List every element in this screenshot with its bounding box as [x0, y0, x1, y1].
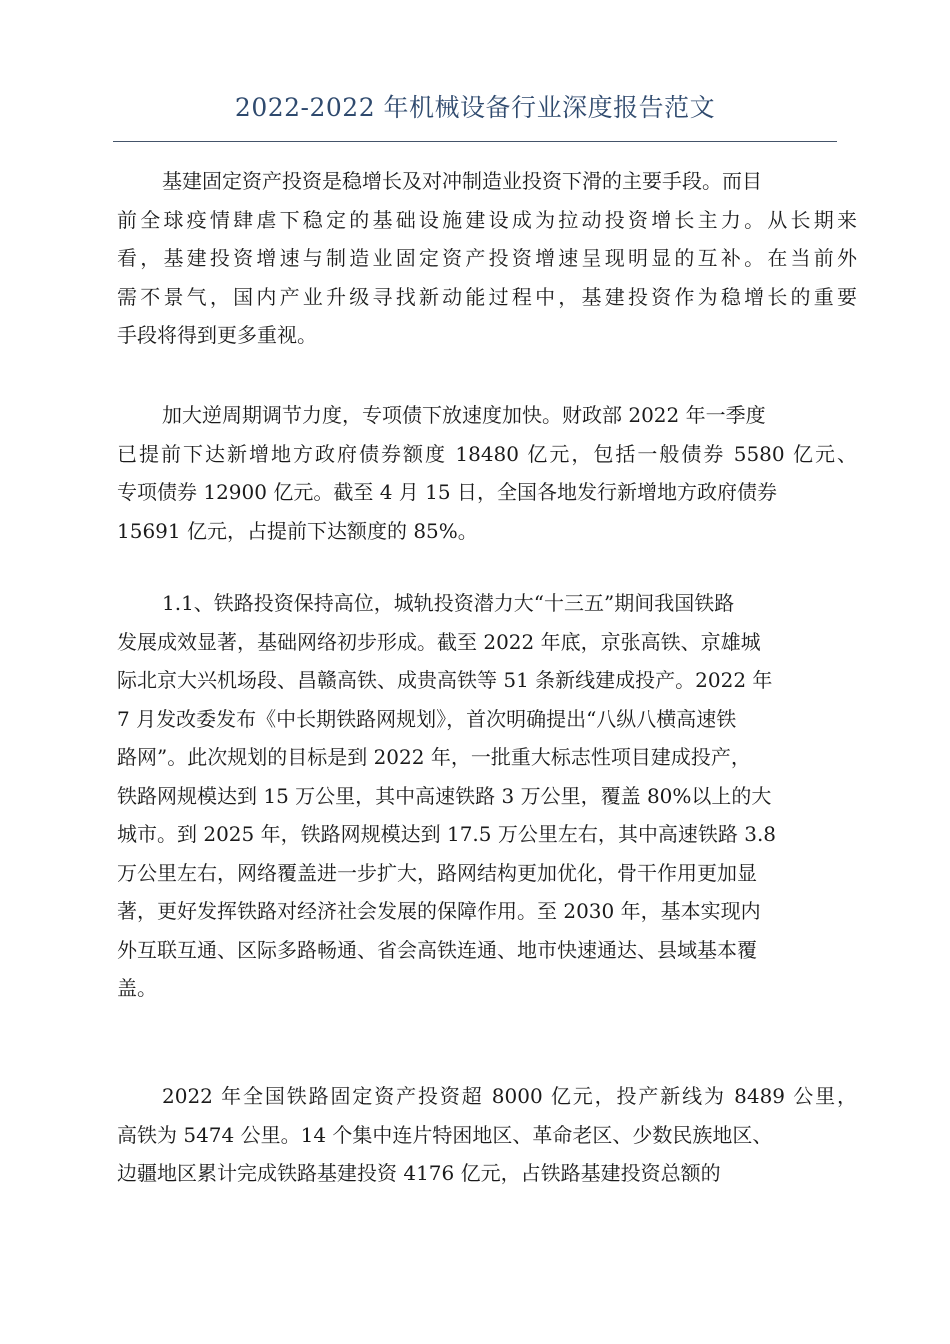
paragraph-line: 手段将得到更多重视。	[117, 323, 317, 347]
paragraph-line: 万公里左右，网络覆盖进一步扩大，路网结构更加优化，骨干作用更加显	[117, 860, 757, 885]
paragraph-line: 际北京大兴机场段、昌赣高铁、成贵高铁等 51 条新线建成投产。2022 年	[117, 668, 773, 692]
paragraph-line: 路网”。此次规划的目标是到 2022 年，一批重大标志性项目建成投产，	[117, 745, 751, 769]
paragraph-line: 7 月发改委发布《中长期铁路网规划》，首次明确提出“八纵八横高速铁	[117, 706, 737, 731]
paragraph-line: 边疆地区累计完成铁路基建投资 4176 亿元，占铁路基建投资总额的	[117, 1161, 721, 1185]
paragraph-line: 盖。	[117, 976, 157, 1000]
paragraph-line: 专项债券 12900 亿元。截至 4 月 15 日，全国各地发行新增地方政府债券	[117, 480, 777, 504]
paragraph-line: 1.1、铁路投资保持高位，城轨投资潜力大“十三五”期间我国铁路	[162, 591, 735, 615]
title-divider	[113, 141, 837, 142]
paragraph-line: 著，更好发挥铁路对经济社会发展的保障作用。至 2030 年，基本实现内	[117, 899, 761, 923]
paragraph-line: 发展成效显著，基础网络初步形成。截至 2022 年底，京张高铁、京雄城	[117, 629, 761, 654]
paragraph-line: 看，基建投资增速与制造业固定资产投资增速呈现明显的互补。在当前外	[117, 246, 857, 270]
paragraph-line: 已提前下达新增地方政府债券额度 18480 亿元，包括一般债券 5580 亿元、	[117, 441, 857, 466]
paragraph-line: 加大逆周期调节力度，专项债下放速度加快。财政部 2022 年一季度	[162, 403, 766, 427]
paragraph-line: 高铁为 5474 公里。14 个集中连片特困地区、革命老区、少数民族地区、	[117, 1122, 773, 1147]
paragraph-line: 需不景气，国内产业升级寻找新动能过程中，基建投资作为稳增长的重要	[117, 284, 857, 309]
paragraph-line: 铁路网规模达到 15 万公里，其中高速铁路 3 万公里，覆盖 80%以上的大	[117, 783, 772, 808]
paragraph-railway-investment	[117, 584, 857, 1008]
document-title: 2022-2022 年机械设备行业深度报告范文	[234, 93, 716, 122]
paragraph-special-bonds	[117, 396, 857, 550]
paragraph-infrastructure-investment	[117, 162, 857, 355]
paragraph-line: 外互联互通、区际多路畅通、省会高铁连通、地市快速通达、县域基本覆	[117, 937, 757, 962]
paragraph-line: 2022 年全国铁路固定资产投资超 8000 亿元，投产新线为 8489 公里，	[162, 1084, 857, 1108]
paragraph-line: 前全球疫情肆虐下稳定的基础设施建设成为拉动投资增长主力。从长期来	[117, 207, 857, 232]
paragraph-line: 15691 亿元，占提前下达额度的 85%。	[117, 518, 478, 543]
paragraph-line: 城市。到 2025 年，铁路网规模达到 17.5 万公里左右，其中高速铁路 3.8	[117, 822, 777, 846]
paragraph-line: 基建固定资产投资是稳增长及对冲制造业投资下滑的主要手段。而目	[162, 169, 762, 193]
paragraph-railway-2022	[117, 1077, 857, 1193]
